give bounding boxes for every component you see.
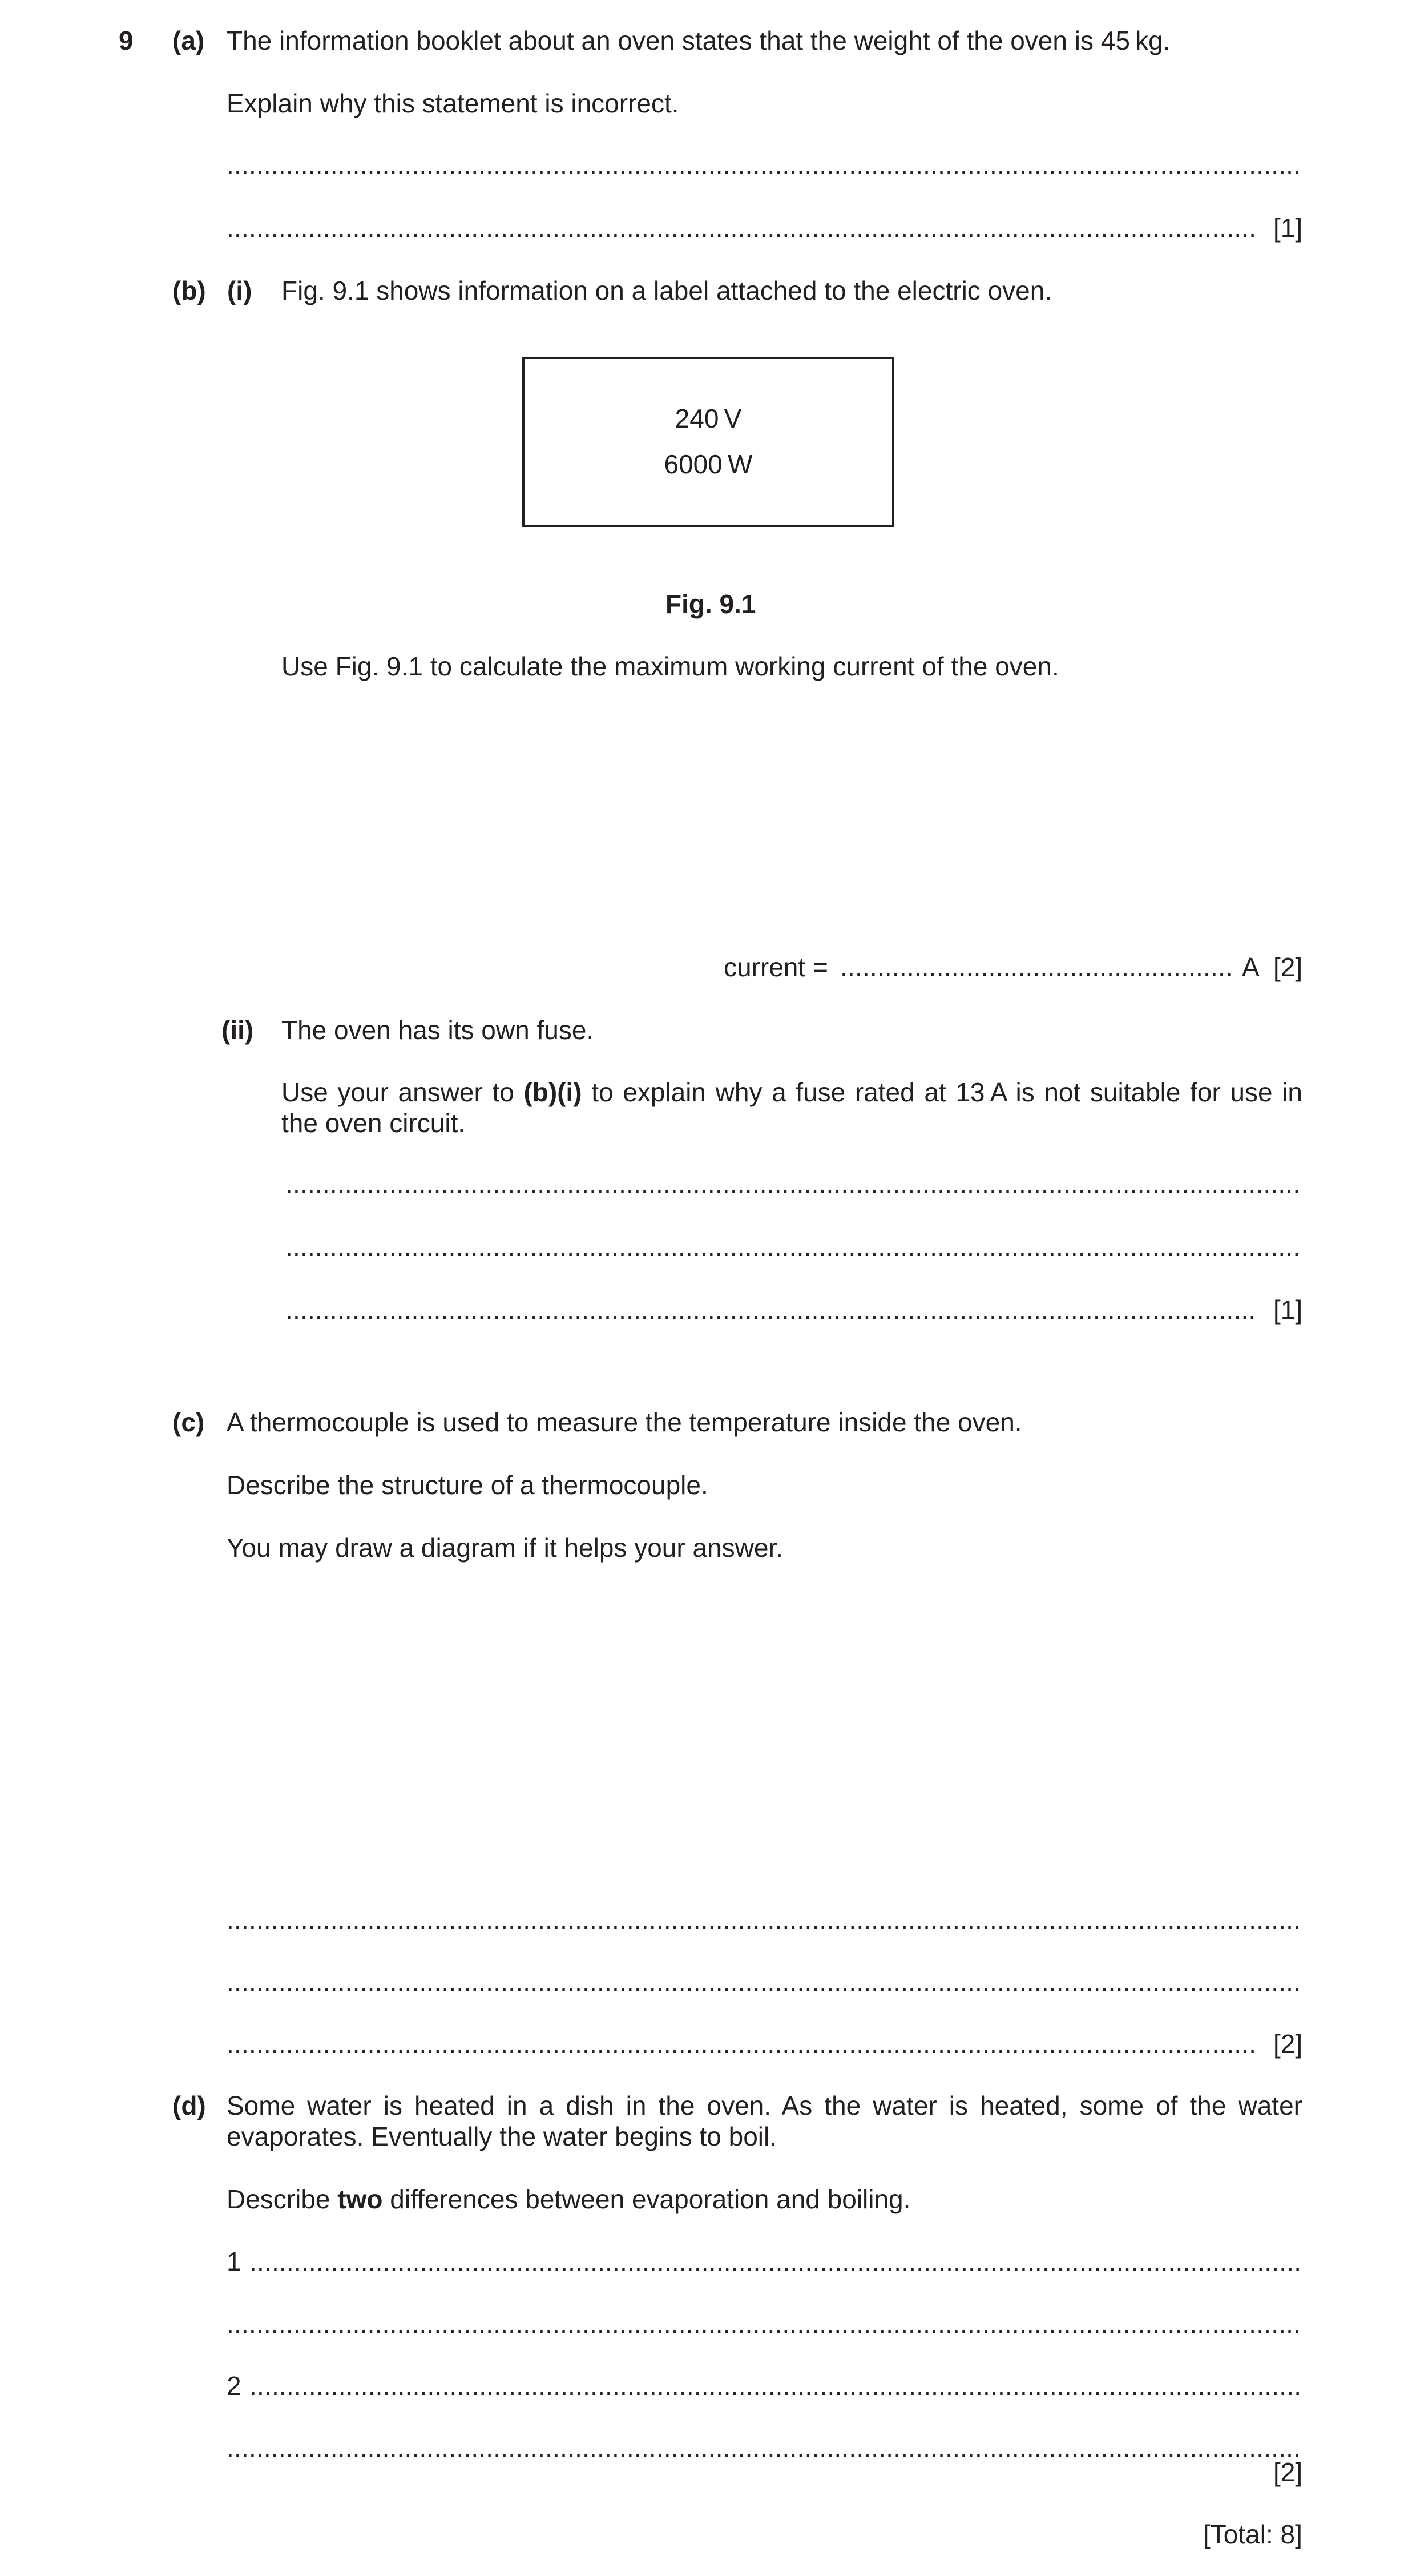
question-number: 9 xyxy=(119,26,134,55)
part-d-text: Some water is heated in a dish in the oven. As the water is heated, some of the water evaporates. Eventually the water begins to boil. xyxy=(227,2091,1302,2151)
part-b-ii-instruction: Use your answer to (b)(i) to explain why a fuse rated at 13 A is not suitable for use in the oven circuit. xyxy=(281,1077,1302,1138)
part-a-marks: [1] xyxy=(1273,213,1303,243)
part-d-item-2-number: 2 xyxy=(227,2371,241,2401)
part-b-label: (b) xyxy=(172,276,206,305)
part-a-label: (a) xyxy=(172,26,205,55)
part-c-answer-line-2[interactable] xyxy=(227,1966,1302,1997)
part-c-text: A thermocouple is used to measure the temperature inside the oven. xyxy=(227,1407,1022,1437)
part-b-ii-answer-line-3[interactable] xyxy=(285,1294,1258,1325)
part-c-answer-line-1[interactable] xyxy=(227,1904,1302,1935)
oven-rating-label-figure xyxy=(522,357,894,527)
part-d-item-1-number: 1 xyxy=(227,2247,241,2276)
part-b-ii-text: The oven has its own fuse. xyxy=(281,1015,594,1045)
part-d-item-2-line-2[interactable] xyxy=(227,2433,1302,2464)
part-b-ii-marks: [1] xyxy=(1273,1295,1303,1325)
part-b-i-instruction: Use Fig. 9.1 to calculate the maximum working current of the oven. xyxy=(281,651,1059,681)
figure-voltage: 240 V xyxy=(675,404,742,433)
part-d-instruction: Describe two differences between evaporation and boiling. xyxy=(227,2184,911,2214)
part-b-i-label: (i) xyxy=(227,276,252,305)
current-answer-label: current = xyxy=(724,952,828,982)
part-b-ii-label: (ii) xyxy=(221,1015,254,1045)
part-a-answer-line-2[interactable] xyxy=(227,212,1258,243)
part-d-marks: [2] xyxy=(1273,2457,1303,2487)
part-d-item-2-line-1[interactable] xyxy=(249,2370,1302,2401)
part-d-item-1-line-2[interactable] xyxy=(227,2308,1302,2339)
part-d-item-1-line-1[interactable] xyxy=(249,2246,1302,2277)
current-answer-unit: A xyxy=(1242,952,1260,982)
part-a-instruction: Explain why this statement is incorrect. xyxy=(227,88,679,118)
part-a-answer-line-1[interactable] xyxy=(227,150,1302,180)
part-b-ii-answer-line-2[interactable] xyxy=(285,1231,1302,1262)
part-a-text: The information booklet about an oven states that the weight of the oven is 45 kg. xyxy=(227,26,1171,55)
part-c-answer-line-3[interactable] xyxy=(227,2028,1258,2059)
part-b-i-text: Fig. 9.1 shows information on a label attached to the electric oven. xyxy=(281,276,1052,305)
part-b-ii-answer-line-1[interactable] xyxy=(285,1169,1302,1200)
part-c-instruction: Describe the structure of a thermocouple. xyxy=(227,1470,708,1500)
part-b-i-marks: [2] xyxy=(1273,952,1303,982)
part-c-note: You may draw a diagram if it helps your answer. xyxy=(227,1533,784,1563)
part-c-label: (c) xyxy=(172,1407,205,1437)
part-c-marks: [2] xyxy=(1273,2029,1303,2059)
figure-power: 6000 W xyxy=(664,449,753,479)
part-d-label: (d) xyxy=(172,2091,206,2120)
current-answer-line[interactable] xyxy=(840,952,1234,983)
figure-caption: Fig. 9.1 xyxy=(665,589,756,619)
question-total: [Total: 8] xyxy=(1203,2519,1302,2549)
